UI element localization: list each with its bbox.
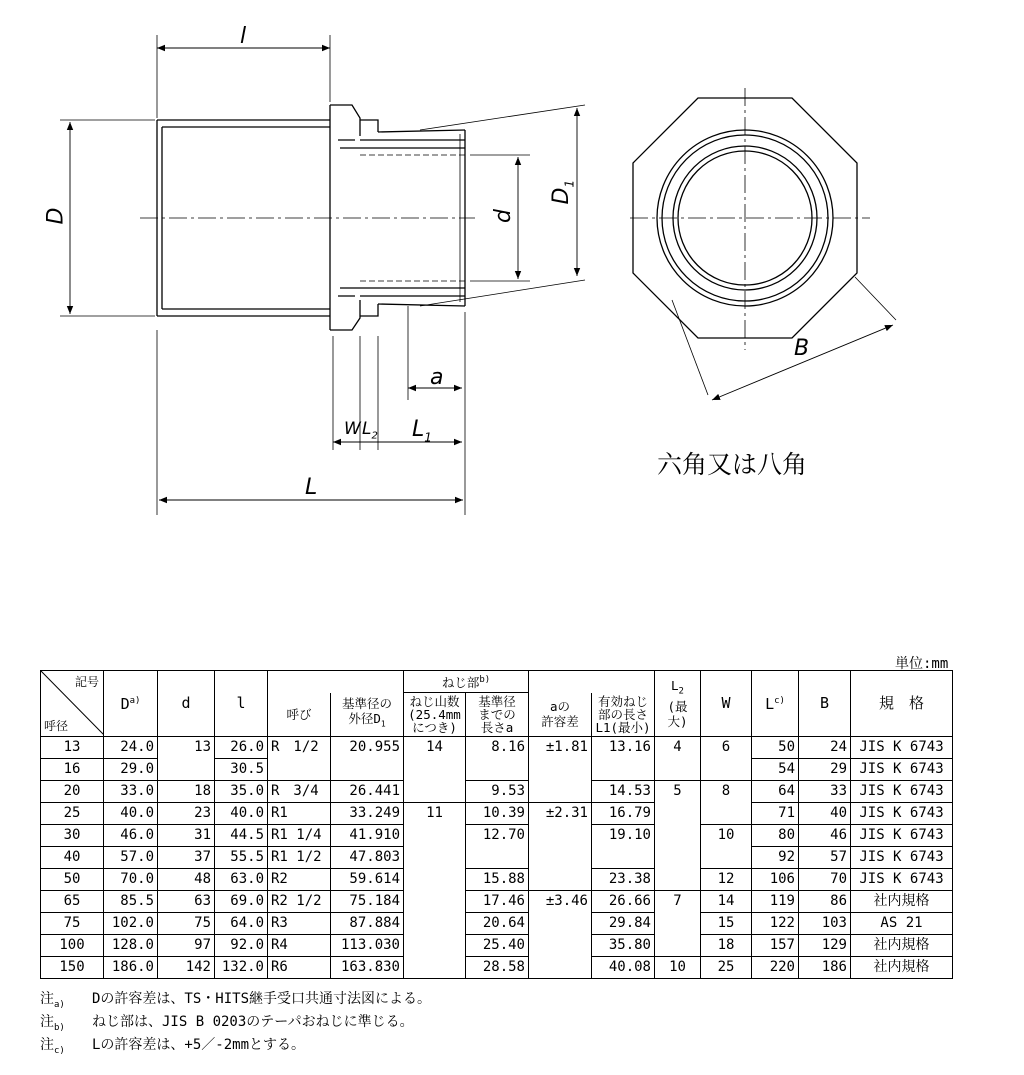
dim-label-D: D	[43, 207, 69, 225]
cell-d	[158, 758, 215, 780]
cell-L2: 7	[655, 890, 701, 912]
dim-label-L1: $L_1$	[412, 417, 432, 445]
cell-tol	[529, 824, 592, 846]
cell-threads	[404, 934, 466, 956]
cell-std: JIS K 6743	[851, 736, 953, 758]
cell-yobi: R4	[268, 934, 331, 956]
cell-l: 64.0	[215, 912, 268, 934]
cell-tol	[529, 912, 592, 934]
col-std: 規 格	[851, 671, 953, 737]
cell-L2	[655, 912, 701, 934]
cell-D1: 113.030	[331, 934, 404, 956]
cell-D: 33.0	[104, 780, 158, 802]
cell-l: 30.5	[215, 758, 268, 780]
cell-d: 37	[158, 846, 215, 868]
cell-W: 25	[701, 956, 752, 978]
cell-l: 44.5	[215, 824, 268, 846]
table-row	[41, 890, 953, 912]
cell-size: 40	[41, 846, 104, 868]
cell-std: JIS K 6743	[851, 846, 953, 868]
cell-L: 71	[752, 802, 799, 824]
cell-L: 64	[752, 780, 799, 802]
cell-a: 9.53	[466, 780, 529, 802]
cell-a	[466, 846, 529, 868]
cell-W: 14	[701, 890, 752, 912]
cell-tol: ±1.81	[529, 736, 592, 758]
cell-a: 15.88	[466, 868, 529, 890]
cell-D1: 163.830	[331, 956, 404, 978]
cell-yobi: R1	[268, 802, 331, 824]
cell-W	[701, 846, 752, 868]
table-row	[41, 758, 953, 780]
cell-std: AS 21	[851, 912, 953, 934]
cell-W: 18	[701, 934, 752, 956]
spec-table-body	[41, 736, 953, 978]
cell-a: 12.70	[466, 824, 529, 846]
cell-L2: 4	[655, 736, 701, 758]
cell-yobi: R 1/2	[268, 736, 331, 758]
cell-L2: 10	[655, 956, 701, 978]
table-row	[41, 780, 953, 802]
dim-label-l: l	[240, 24, 247, 49]
notes	[40, 988, 431, 1057]
cell-D: 57.0	[104, 846, 158, 868]
cell-L: 119	[752, 890, 799, 912]
dim-label-L2: $L_2$	[362, 419, 378, 442]
cell-D1: 41.910	[331, 824, 404, 846]
cell-d: 75	[158, 912, 215, 934]
cell-L: 80	[752, 824, 799, 846]
cell-yobi: R3	[268, 912, 331, 934]
cell-threads	[404, 868, 466, 890]
cell-L2	[655, 846, 701, 868]
cell-L1: 23.38	[592, 868, 655, 890]
hex-caption: 六角又は八角	[657, 450, 808, 479]
cell-D: 70.0	[104, 868, 158, 890]
cell-threads: 11	[404, 802, 466, 824]
col-tolerance: aの 許容差	[529, 693, 592, 737]
cell-size: 50	[41, 868, 104, 890]
cell-d: 31	[158, 824, 215, 846]
thread-group-spacer-right	[529, 671, 655, 693]
cell-D1: 26.441	[331, 780, 404, 802]
col-ref-length: 基準径 までの 長さa	[466, 693, 529, 737]
cell-D: 128.0	[104, 934, 158, 956]
table-row	[41, 934, 953, 956]
cell-std: JIS K 6743	[851, 824, 953, 846]
cell-d: 142	[158, 956, 215, 978]
cell-D: 186.0	[104, 956, 158, 978]
cell-W: 10	[701, 824, 752, 846]
cell-B: 24	[799, 736, 851, 758]
cell-D1: 20.955	[331, 736, 404, 758]
cell-size: 75	[41, 912, 104, 934]
cell-L2	[655, 824, 701, 846]
cell-L1	[592, 846, 655, 868]
cell-L1	[592, 758, 655, 780]
cell-threads: 14	[404, 736, 466, 758]
cell-B: 103	[799, 912, 851, 934]
cell-std: JIS K 6743	[851, 802, 953, 824]
cell-L: 220	[752, 956, 799, 978]
cell-l: 40.0	[215, 802, 268, 824]
cell-D1: 47.803	[331, 846, 404, 868]
cell-threads	[404, 956, 466, 978]
cell-std: JIS K 6743	[851, 868, 953, 890]
col-B: B	[799, 671, 851, 737]
cell-tol	[529, 846, 592, 868]
table-row	[41, 912, 953, 934]
cell-threads	[404, 758, 466, 780]
cell-L1: 40.08	[592, 956, 655, 978]
cell-D: 46.0	[104, 824, 158, 846]
note-a: 注$_{a)}$ Dの許容差は、TS・HITS継手受口共通寸法図による。	[40, 991, 431, 1010]
thread-group-spacer	[268, 671, 404, 693]
cell-std: JIS K 6743	[851, 780, 953, 802]
cell-yobi: R1 1/4	[268, 824, 331, 846]
cell-d: 13	[158, 736, 215, 758]
cell-W: 6	[701, 736, 752, 758]
cell-size: 13	[41, 736, 104, 758]
cell-size: 25	[41, 802, 104, 824]
table-row	[41, 802, 953, 824]
cell-W: 8	[701, 780, 752, 802]
cell-W: 15	[701, 912, 752, 934]
cell-d: 63	[158, 890, 215, 912]
spec-table	[40, 670, 953, 979]
cell-D: 24.0	[104, 736, 158, 758]
col-thread-group: ねじ部$^{b)}$	[404, 671, 529, 693]
cell-L: 54	[752, 758, 799, 780]
table-row	[41, 956, 953, 978]
cell-size: 150	[41, 956, 104, 978]
cell-B: 40	[799, 802, 851, 824]
cell-threads	[404, 824, 466, 846]
cell-threads	[404, 890, 466, 912]
col-L2: $L_2$ (最大)	[655, 671, 701, 737]
end-view-octagon	[630, 88, 896, 400]
dim-label-a: a	[430, 365, 444, 390]
col-L: $L^{c)}$	[752, 671, 799, 737]
table-row	[41, 824, 953, 846]
cell-D1: 75.184	[331, 890, 404, 912]
cell-a: 25.40	[466, 934, 529, 956]
corner-header: 記号 呼径	[41, 671, 104, 737]
cell-l: 69.0	[215, 890, 268, 912]
cell-B: 29	[799, 758, 851, 780]
cell-W	[701, 758, 752, 780]
cell-B: 86	[799, 890, 851, 912]
cell-l: 55.5	[215, 846, 268, 868]
cell-yobi: R 3/4	[268, 780, 331, 802]
cell-tol	[529, 934, 592, 956]
cell-D1	[331, 758, 404, 780]
cell-a: 20.64	[466, 912, 529, 934]
cell-std: JIS K 6743	[851, 758, 953, 780]
cell-threads	[404, 912, 466, 934]
cell-D1: 87.884	[331, 912, 404, 934]
cell-tol	[529, 758, 592, 780]
cell-tol: ±3.46	[529, 890, 592, 912]
cell-size: 100	[41, 934, 104, 956]
cell-L1: 13.16	[592, 736, 655, 758]
cell-D1: 33.249	[331, 802, 404, 824]
cell-L2: 5	[655, 780, 701, 802]
cell-L: 92	[752, 846, 799, 868]
cell-l: 26.0	[215, 736, 268, 758]
cell-D: 40.0	[104, 802, 158, 824]
cell-L1: 35.80	[592, 934, 655, 956]
cell-l: 92.0	[215, 934, 268, 956]
cell-a: 8.16	[466, 736, 529, 758]
cell-yobi: R1 1/2	[268, 846, 331, 868]
cell-l: 132.0	[215, 956, 268, 978]
cell-B: 186	[799, 956, 851, 978]
col-D1: 基準径の 外径$D_1$	[331, 693, 404, 737]
cell-d: 97	[158, 934, 215, 956]
cell-tol	[529, 956, 592, 978]
cell-threads	[404, 780, 466, 802]
col-L1: 有効ねじ 部の長さ L1(最小)	[592, 693, 655, 737]
cell-B: 70	[799, 868, 851, 890]
col-d: d	[158, 671, 215, 737]
cell-a: 10.39	[466, 802, 529, 824]
cell-W	[701, 802, 752, 824]
cell-L2	[655, 802, 701, 824]
cell-L1: 14.53	[592, 780, 655, 802]
cell-L1: 29.84	[592, 912, 655, 934]
cell-tol	[529, 868, 592, 890]
table-row	[41, 736, 953, 758]
cell-d: 18	[158, 780, 215, 802]
cell-L1: 26.66	[592, 890, 655, 912]
cell-std: 社内規格	[851, 890, 953, 912]
col-D: $D^{a)}$	[104, 671, 158, 737]
cell-W: 12	[701, 868, 752, 890]
cell-B: 33	[799, 780, 851, 802]
col-yobi: 呼び	[268, 693, 331, 737]
dim-label-W: W	[344, 419, 361, 439]
col-W: W	[701, 671, 752, 737]
unit-label: 単位:mm	[895, 656, 949, 672]
cell-L: 106	[752, 868, 799, 890]
cell-d: 48	[158, 868, 215, 890]
cell-D: 85.5	[104, 890, 158, 912]
cell-size: 20	[41, 780, 104, 802]
table-row	[41, 846, 953, 868]
cell-L2	[655, 758, 701, 780]
cell-l: 63.0	[215, 868, 268, 890]
cell-L2	[655, 934, 701, 956]
col-l: l	[215, 671, 268, 737]
cell-yobi: R2 1/2	[268, 890, 331, 912]
cell-std: 社内規格	[851, 956, 953, 978]
cell-std: 社内規格	[851, 934, 953, 956]
cell-L: 122	[752, 912, 799, 934]
cell-size: 16	[41, 758, 104, 780]
dim-label-D1: $D_1$	[549, 179, 577, 205]
cell-threads	[404, 846, 466, 868]
cell-B: 57	[799, 846, 851, 868]
note-b: 注$_{b)}$ ねじ部は、JIS B 0203のテーパおねじに準じる。	[40, 1014, 414, 1033]
side-view	[60, 35, 585, 515]
cell-D: 102.0	[104, 912, 158, 934]
cell-tol: ±2.31	[529, 802, 592, 824]
cell-L1: 16.79	[592, 802, 655, 824]
cell-yobi	[268, 758, 331, 780]
dim-label-B: B	[794, 336, 810, 361]
cell-yobi: R6	[268, 956, 331, 978]
cell-D: 29.0	[104, 758, 158, 780]
cell-B: 46	[799, 824, 851, 846]
cell-L1: 19.10	[592, 824, 655, 846]
cell-size: 65	[41, 890, 104, 912]
cell-L: 157	[752, 934, 799, 956]
dim-label-d: d	[490, 209, 516, 223]
table-row	[41, 868, 953, 890]
cell-D1: 59.614	[331, 868, 404, 890]
cell-a: 17.46	[466, 890, 529, 912]
cell-B: 129	[799, 934, 851, 956]
cell-yobi: R2	[268, 868, 331, 890]
cell-a	[466, 758, 529, 780]
cell-L2	[655, 868, 701, 890]
dim-label-L: L	[305, 475, 318, 500]
cell-size: 30	[41, 824, 104, 846]
cell-d: 23	[158, 802, 215, 824]
note-c: 注$_{c)}$ Lの許容差は、+5／-2mmとする。	[40, 1037, 306, 1056]
cell-tol	[529, 780, 592, 802]
cell-a: 28.58	[466, 956, 529, 978]
col-threads: ねじ山数 (25.4mm につき)	[404, 693, 466, 737]
cell-L: 50	[752, 736, 799, 758]
cell-l: 35.0	[215, 780, 268, 802]
